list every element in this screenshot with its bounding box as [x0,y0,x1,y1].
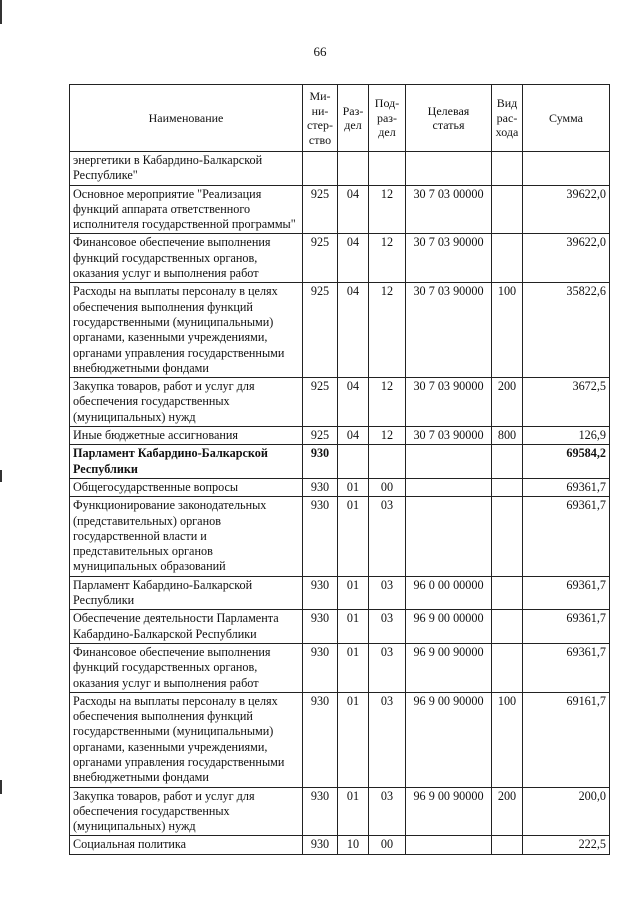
row-ministry-cell: 930 [303,643,338,692]
scan-edge-mark [0,470,2,482]
row-name-cell: Социальная политика [70,836,303,854]
table-row [70,787,610,836]
row-expense-cell [492,152,523,186]
row-expense-cell [492,478,523,496]
row-name-cell: Функционирование законодательных (представительных) органов государственной власти и представительных органов муниципальных образований [70,497,303,576]
row-name-cell: Закупка товаров, работ и услуг для обеспечения государственных (муниципальных) нужд [70,787,303,836]
table-row [70,185,610,234]
row-expense-cell [492,836,523,854]
row-subsection-cell: 00 [369,836,406,854]
budget-table [69,84,610,855]
row-name-cell: энергетики в Кабардино-Балкарской Республике" [70,152,303,186]
row-ministry-cell: 930 [303,836,338,854]
row-target-cell [406,478,492,496]
header-subsection: Под- раз- дел [369,85,406,152]
table-row [70,378,610,427]
row-ministry-cell [303,152,338,186]
row-name-cell: Парламент Кабардино-Балкарской Республики [70,445,303,479]
row-expense-cell [492,497,523,576]
row-subsection-cell: 12 [369,427,406,445]
row-section-cell: 04 [338,234,369,283]
row-target-cell [406,152,492,186]
row-subsection-cell: 12 [369,283,406,378]
row-name-cell: Основное мероприятие "Реализация функций аппарата ответственного исполнителя государственной программы" [70,185,303,234]
row-section-cell: 04 [338,185,369,234]
table-row [70,478,610,496]
row-target-cell: 96 0 00 00000 [406,576,492,610]
row-expense-cell [492,185,523,234]
row-subsection-cell: 00 [369,478,406,496]
table-row [70,497,610,576]
row-target-cell: 96 9 00 00000 [406,610,492,644]
row-subsection-cell: 03 [369,497,406,576]
row-ministry-cell: 925 [303,427,338,445]
row-sum-cell: 69361,7 [523,576,610,610]
table-row [70,152,610,186]
row-ministry-cell: 925 [303,185,338,234]
row-section-cell: 04 [338,378,369,427]
row-section-cell: 04 [338,283,369,378]
row-name-cell: Финансовое обеспечение выполнения функций государственных органов, оказания услуг и выполнения работ [70,643,303,692]
row-sum-cell: 126,9 [523,427,610,445]
table-header-row [70,85,610,152]
row-ministry-cell: 930 [303,787,338,836]
row-sum-cell: 69361,7 [523,478,610,496]
row-subsection-cell [369,152,406,186]
row-expense-cell [492,576,523,610]
header-sum: Сумма [523,85,610,152]
row-subsection-cell: 12 [369,185,406,234]
row-name-cell: Финансовое обеспечение выполнения функций государственных органов, оказания услуг и выполнения работ [70,234,303,283]
row-ministry-cell: 930 [303,610,338,644]
table-row [70,283,610,378]
row-subsection-cell: 03 [369,576,406,610]
row-name-cell: Общегосударственные вопросы [70,478,303,496]
scan-edge-mark [0,0,2,24]
row-expense-cell: 100 [492,283,523,378]
row-target-cell: 30 7 03 90000 [406,378,492,427]
row-subsection-cell: 03 [369,692,406,787]
scan-edge-mark [0,780,2,794]
row-target-cell [406,497,492,576]
row-section-cell: 04 [338,427,369,445]
row-target-cell [406,836,492,854]
row-ministry-cell: 930 [303,478,338,496]
row-section-cell: 01 [338,478,369,496]
header-section: Раз- дел [338,85,369,152]
row-subsection-cell: 03 [369,643,406,692]
row-section-cell: 10 [338,836,369,854]
row-section-cell: 01 [338,610,369,644]
row-expense-cell [492,234,523,283]
header-name: Наименование [70,85,303,152]
row-name-cell: Расходы на выплаты персоналу в целях обеспечения выполнения функций государственными (муниципальными) органами, казенными учреждениями, органами управления государственными внебюджетными фондами [70,692,303,787]
row-sum-cell: 69161,7 [523,692,610,787]
row-name-cell: Обеспечение деятельности Парламента Кабардино-Балкарской Республики [70,610,303,644]
row-subsection-cell: 12 [369,234,406,283]
row-subsection-cell: 03 [369,610,406,644]
row-section-cell: 01 [338,497,369,576]
row-target-cell: 30 7 03 90000 [406,427,492,445]
header-target: Целевая статья [406,85,492,152]
row-sum-cell: 69361,7 [523,497,610,576]
row-name-cell: Парламент Кабардино-Балкарской Республики [70,576,303,610]
row-expense-cell: 200 [492,787,523,836]
row-expense-cell: 200 [492,378,523,427]
row-ministry-cell: 925 [303,378,338,427]
row-sum-cell: 39622,0 [523,234,610,283]
row-section-cell [338,152,369,186]
table-row [70,610,610,644]
row-ministry-cell: 930 [303,576,338,610]
row-subsection-cell: 12 [369,378,406,427]
row-target-cell: 96 9 00 90000 [406,787,492,836]
row-ministry-cell: 930 [303,445,338,479]
row-name-cell: Иные бюджетные ассигнования [70,427,303,445]
row-sum-cell: 35822,6 [523,283,610,378]
row-section-cell: 01 [338,643,369,692]
row-subsection-cell: 03 [369,787,406,836]
row-sum-cell: 69361,7 [523,610,610,644]
table-row [70,234,610,283]
table-row [70,445,610,479]
row-ministry-cell: 925 [303,234,338,283]
row-ministry-cell: 930 [303,497,338,576]
row-subsection-cell [369,445,406,479]
row-sum-cell: 3672,5 [523,378,610,427]
row-name-cell: Закупка товаров, работ и услуг для обеспечения государственных (муниципальных) нужд [70,378,303,427]
row-ministry-cell: 925 [303,283,338,378]
table-row [70,576,610,610]
row-ministry-cell: 930 [303,692,338,787]
row-section-cell: 01 [338,692,369,787]
row-expense-cell: 800 [492,427,523,445]
table-row [70,836,610,854]
page-number: 66 [313,44,327,59]
row-expense-cell [492,445,523,479]
row-sum-cell: 222,5 [523,836,610,854]
header-ministry: Ми- ни- стер- ство [303,85,338,152]
row-target-cell [406,445,492,479]
table-row [70,692,610,787]
row-sum-cell: 39622,0 [523,185,610,234]
row-target-cell: 30 7 03 90000 [406,283,492,378]
row-target-cell: 30 7 03 90000 [406,234,492,283]
row-sum-cell: 69361,7 [523,643,610,692]
row-target-cell: 96 9 00 90000 [406,692,492,787]
row-name-cell: Расходы на выплаты персоналу в целях обеспечения выполнения функций государственными (муниципальными) органами, казенными учреждениями, органами управления государственными внебюджетными фондами [70,283,303,378]
header-expense: Вид рас- хода [492,85,523,152]
row-section-cell: 01 [338,576,369,610]
row-expense-cell [492,643,523,692]
table-row [70,643,610,692]
row-section-cell [338,445,369,479]
row-sum-cell: 69584,2 [523,445,610,479]
row-expense-cell [492,610,523,644]
row-expense-cell: 100 [492,692,523,787]
row-target-cell: 30 7 03 00000 [406,185,492,234]
table-row [70,427,610,445]
row-sum-cell [523,152,610,186]
row-section-cell: 01 [338,787,369,836]
row-target-cell: 96 9 00 90000 [406,643,492,692]
row-sum-cell: 200,0 [523,787,610,836]
